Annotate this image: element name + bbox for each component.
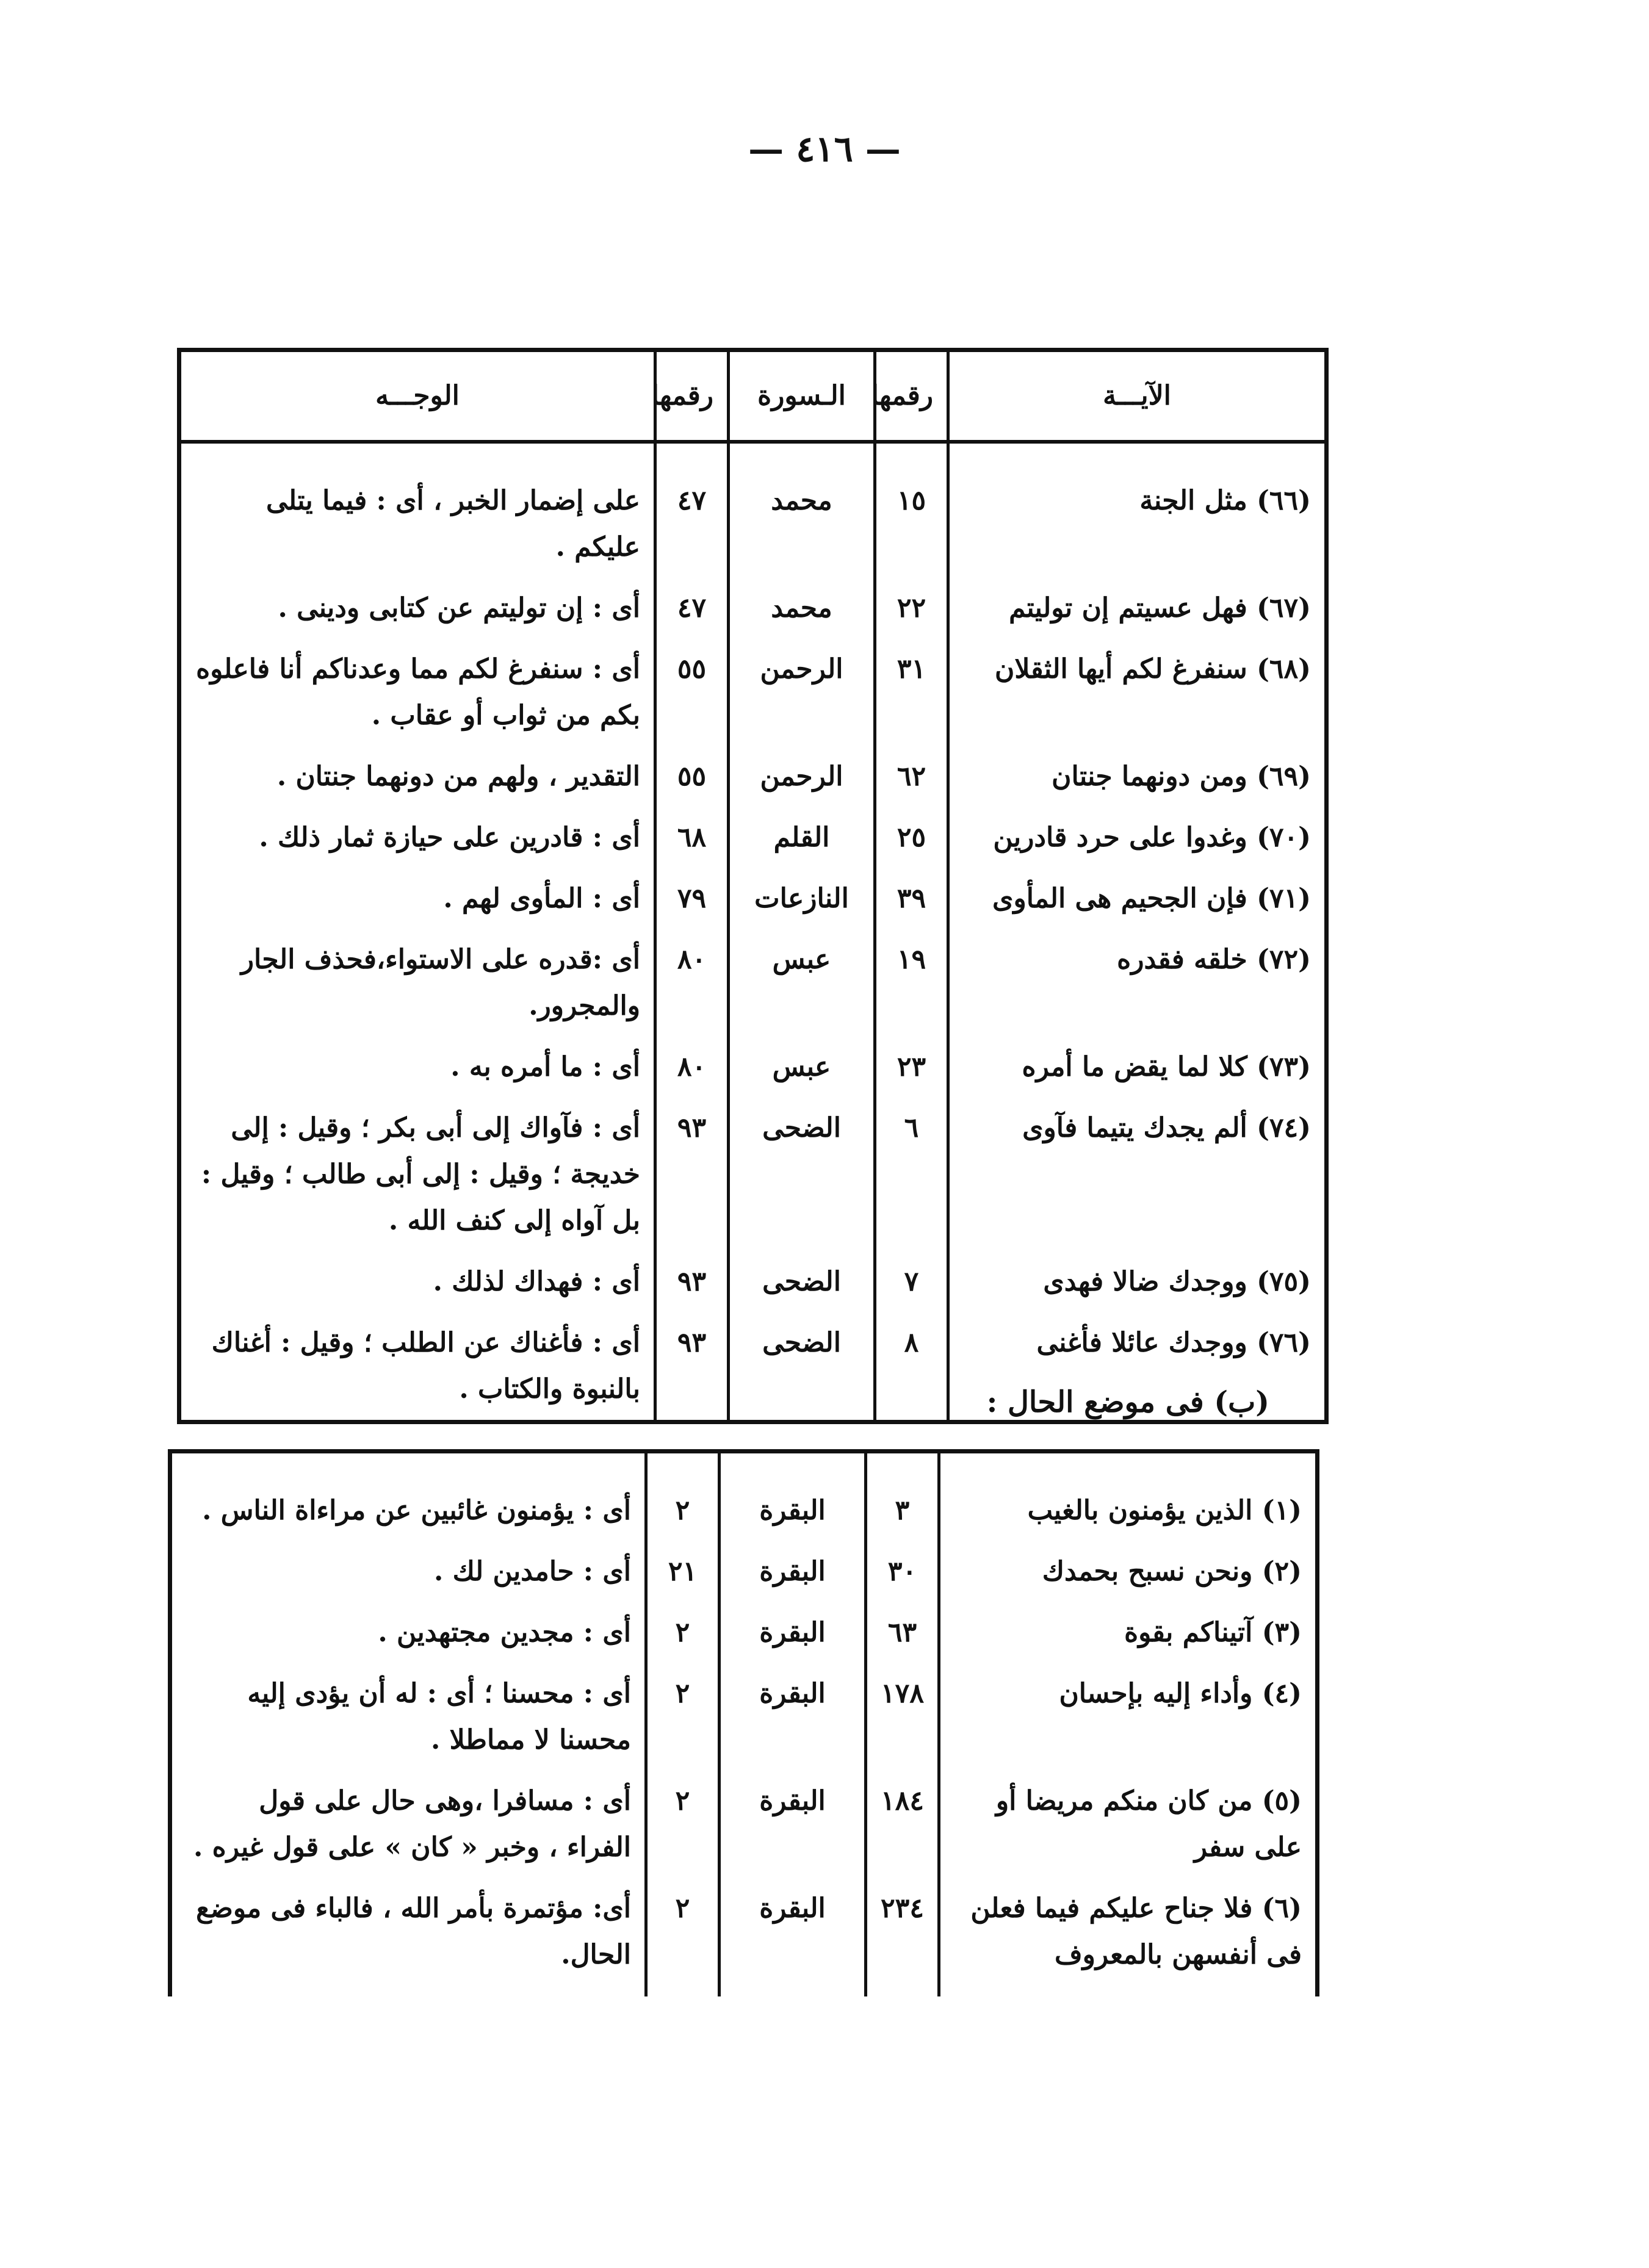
header-sura-number: رقمها <box>655 350 729 442</box>
verse-cell: (٦٧) فهل عسيتم إن توليتم <box>948 578 1327 639</box>
verse-number-cell: ٧ <box>875 1251 948 1312</box>
verse-cell: (٧٥) ووجدك ضالا فهدى <box>948 1251 1327 1312</box>
sura-cell: الضحى <box>729 1098 875 1251</box>
table-row <box>170 1452 1318 1542</box>
section-b-title: (ب) فى موضع الحال : <box>986 1385 1269 1419</box>
wajh-cell: التقدير ، ولهم من دونهما جنتان . <box>179 746 655 807</box>
verse-cell: (٧٢) خلقه فقدره <box>948 929 1327 1037</box>
sura-cell: البقرة <box>720 1602 866 1663</box>
verse-cell: (١) الذين يؤمنون بالغيب <box>939 1452 1318 1542</box>
table-header-row <box>179 350 1327 442</box>
verse-number-cell: ٣١ <box>875 639 948 746</box>
sura-number-cell: ٢ <box>646 1771 720 1878</box>
header-verse: الآيـــة <box>948 350 1327 442</box>
table-row <box>179 807 1327 868</box>
header-sura: الـسورة <box>729 350 875 442</box>
verse-number-cell: ٢٢ <box>875 578 948 639</box>
verse-number-cell: ٦٢ <box>875 746 948 807</box>
wajh-cell: أى : محسنا ؛ أى : له أن يؤدى إليه محسنا لا مماطلا . <box>170 1663 646 1771</box>
sura-cell: النازعات <box>729 868 875 929</box>
verse-cell: (٧١) فإن الجحيم هى المأوى <box>948 868 1327 929</box>
verse-number-cell: ٢٥ <box>875 807 948 868</box>
header-verse-number: رقمها <box>875 350 948 442</box>
sura-cell: عبس <box>729 1037 875 1098</box>
sura-number-cell: ٤٧ <box>655 578 729 639</box>
verse-cell: (٢) ونحن نسبح بحمدك <box>939 1541 1318 1602</box>
verse-number-cell: ٨ <box>875 1312 948 1422</box>
wajh-cell: أى : مسافرا ،وهى حال على قول الفراء ، وخبر « كان » على قول غيره . <box>170 1771 646 1878</box>
verse-cell: (٦٨) سنفرغ لكم أيها الثقلان <box>948 639 1327 746</box>
wajh-cell: أى : ما أمره به . <box>179 1037 655 1098</box>
sura-cell: الضحى <box>729 1251 875 1312</box>
wajh-cell: أى : سنفرغ لكم مما وعدناكم أنا فاعلوه بكم من ثواب أو عقاب . <box>179 639 655 746</box>
table-row <box>170 1602 1318 1663</box>
sura-number-cell: ٨٠ <box>655 1037 729 1098</box>
wajh-cell: أى : فهداك لذلك . <box>179 1251 655 1312</box>
sura-number-cell: ٢ <box>646 1878 720 1996</box>
sura-cell: محمد <box>729 578 875 639</box>
sura-cell: عبس <box>729 929 875 1037</box>
sura-cell: البقرة <box>720 1541 866 1602</box>
sura-cell: البقرة <box>720 1663 866 1771</box>
sura-cell: البقرة <box>720 1878 866 1996</box>
wajh-cell: أى :قدره على الاستواء،فحذف الجار والمجرور. <box>179 929 655 1037</box>
sura-cell: القلم <box>729 807 875 868</box>
sura-number-cell: ٩٣ <box>655 1312 729 1422</box>
sura-cell: الرحمن <box>729 746 875 807</box>
verse-number-cell: ٢٣٤ <box>866 1878 939 1996</box>
sura-number-cell: ٢ <box>646 1602 720 1663</box>
header-wajh: الوجـــه <box>179 350 655 442</box>
sura-number-cell: ٥٥ <box>655 746 729 807</box>
wajh-cell: أى : حامدين لك . <box>170 1541 646 1602</box>
table-row <box>179 868 1327 929</box>
sura-number-cell: ٢١ <box>646 1541 720 1602</box>
table-row <box>179 746 1327 807</box>
sura-number-cell: ٩٣ <box>655 1251 729 1312</box>
verse-number-cell: ١٧٨ <box>866 1663 939 1771</box>
table-row <box>179 1251 1327 1312</box>
table-row <box>179 442 1327 578</box>
table-row <box>170 1878 1318 1996</box>
sura-cell: محمد <box>729 442 875 578</box>
sura-cell: البقرة <box>720 1452 866 1542</box>
sura-number-cell: ٥٥ <box>655 639 729 746</box>
wajh-cell: أى : قادرين على حيازة ثمار ذلك . <box>179 807 655 868</box>
sura-number-cell: ٧٩ <box>655 868 729 929</box>
verse-cell: (٦) فلا جناح عليكم فيما فعلن فى أنفسهن بالمعروف <box>939 1878 1318 1996</box>
table-row <box>179 578 1327 639</box>
grammar-table-a <box>177 348 1329 1424</box>
sura-number-cell: ٢ <box>646 1663 720 1771</box>
wajh-cell: أى : المأوى لهم . <box>179 868 655 929</box>
table-row <box>179 1098 1327 1251</box>
verse-cell: (٦٦) مثل الجنة <box>948 442 1327 578</box>
page-number: — ٤١٦ — <box>748 128 901 170</box>
verse-number-cell: ٣٠ <box>866 1541 939 1602</box>
wajh-cell: أى: مؤتمرة بأمر الله ، فالباء فى موضع الحال. <box>170 1878 646 1996</box>
verse-number-cell: ٢٣ <box>875 1037 948 1098</box>
sura-number-cell: ٨٠ <box>655 929 729 1037</box>
sura-cell: البقرة <box>720 1771 866 1878</box>
verse-cell: (٤) وأداء إليه بإحسان <box>939 1663 1318 1771</box>
verse-number-cell: ٣٩ <box>875 868 948 929</box>
verse-cell: (٧٤) ألم يجدك يتيما فآوى <box>948 1098 1327 1251</box>
table-row <box>179 639 1327 746</box>
sura-number-cell: ٩٣ <box>655 1098 729 1251</box>
table-row <box>170 1541 1318 1602</box>
sura-cell: الرحمن <box>729 639 875 746</box>
wajh-cell: على إضمار الخبر ، أى : فيما يتلى عليكم . <box>179 442 655 578</box>
verse-number-cell: ٦ <box>875 1098 948 1251</box>
wajh-cell: أى : فآواك إلى أبى بكر ؛ وقيل : إلى خديجة ؛ وقيل : إلى أبى طالب ؛ وقيل : بل آواه إلى كنف الله . <box>179 1098 655 1251</box>
wajh-cell: أى : إن توليتم عن كتابى ودينى . <box>179 578 655 639</box>
verse-cell: (٧٣) كلا لما يقض ما أمره <box>948 1037 1327 1098</box>
verse-cell: (٧٦) ووجدك عائلا فأغنى <box>948 1312 1327 1422</box>
verse-cell: (٣) آتيناكم بقوة <box>939 1602 1318 1663</box>
wajh-cell: أى : فأغناك عن الطلب ؛ وقيل : أغناك بالنبوة والكتاب . <box>179 1312 655 1422</box>
grammar-table-b <box>168 1449 1319 1996</box>
verse-cell: (٥) من كان منكم مريضا أو على سفر <box>939 1771 1318 1878</box>
wajh-cell: أى : مجدين مجتهدين . <box>170 1602 646 1663</box>
verse-number-cell: ٦٣ <box>866 1602 939 1663</box>
sura-number-cell: ٦٨ <box>655 807 729 868</box>
verse-number-cell: ٣ <box>866 1452 939 1542</box>
sura-cell: الضحى <box>729 1312 875 1422</box>
sura-number-cell: ٤٧ <box>655 442 729 578</box>
verse-number-cell: ١٥ <box>875 442 948 578</box>
verse-cell: (٧٠) وغدوا على حرد قادرين <box>948 807 1327 868</box>
verse-cell: (٦٩) ومن دونهما جنتان <box>948 746 1327 807</box>
table-row <box>179 1037 1327 1098</box>
verse-number-cell: ١٨٤ <box>866 1771 939 1878</box>
wajh-cell: أى : يؤمنون غائبين عن مراءاة الناس . <box>170 1452 646 1542</box>
sura-number-cell: ٢ <box>646 1452 720 1542</box>
table-row <box>179 929 1327 1037</box>
table-row <box>170 1663 1318 1771</box>
verse-number-cell: ١٩ <box>875 929 948 1037</box>
table-row <box>170 1771 1318 1878</box>
